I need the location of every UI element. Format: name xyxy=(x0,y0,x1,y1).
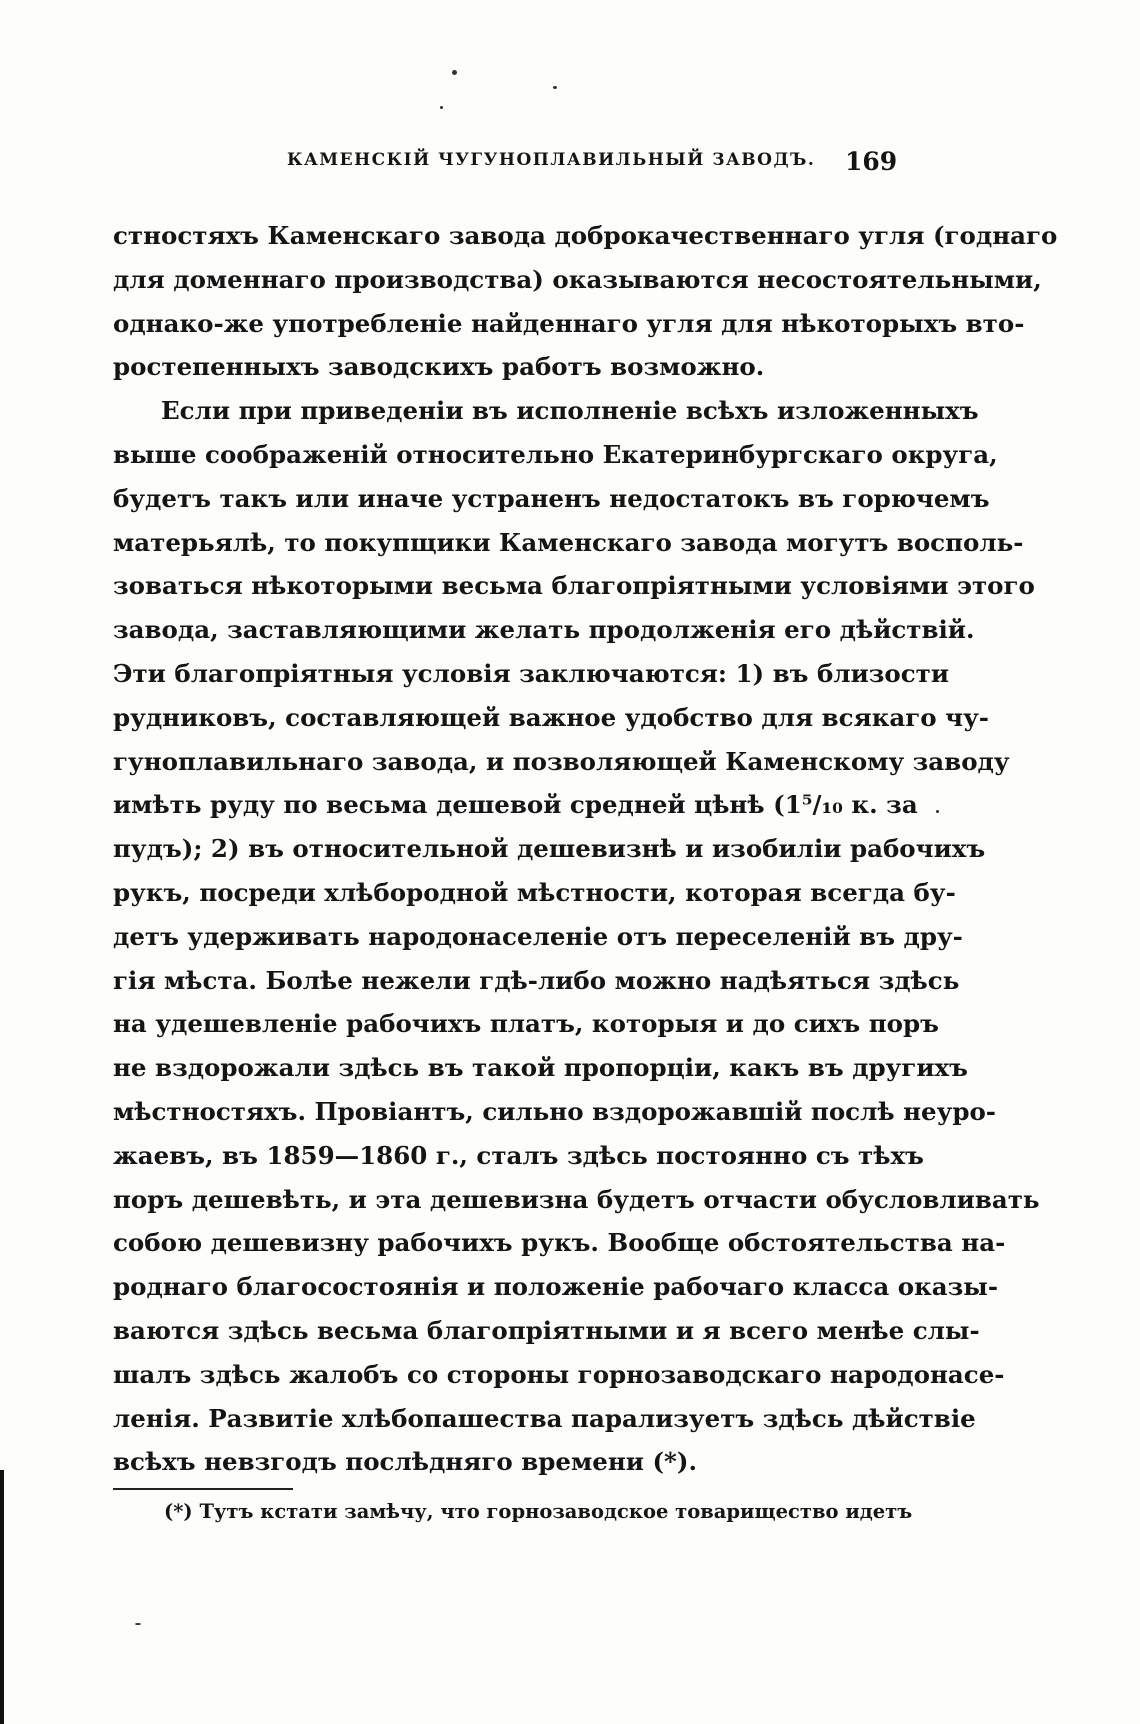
page-number: 169 xyxy=(845,147,898,176)
text-line: однако-же употребленіе найденнаго угля для нѣкоторыхъ вто- xyxy=(113,308,1025,338)
scan-edge-shadow xyxy=(0,1470,4,1724)
scan-speck xyxy=(553,86,557,89)
text-line: рукъ, посреди хлѣбородной мѣстности, которая всегда бу- xyxy=(113,877,956,907)
text-line: детъ удерживать народонаселеніе отъ переселеній въ дру- xyxy=(113,921,963,951)
scan-speck xyxy=(440,106,443,109)
text-line: зоваться нѣкоторыми весьма благопріятными условіями этого xyxy=(113,571,1035,601)
text-line: матерьялѣ, то покупщики Каменскаго завода могутъ восполь- xyxy=(113,527,1024,557)
text-line: Эти благопріятныя условія заключаются: 1) въ близости xyxy=(113,658,950,688)
text-line: пудъ); 2) въ относительной дешевизнѣ и изобиліи рабочихъ xyxy=(113,834,986,864)
scan-speck xyxy=(452,70,457,75)
body-text xyxy=(113,214,1058,1484)
running-title: КАМЕНСКІЙ ЧУГУНОПЛАВИЛЬНЫЙ ЗАВОДЪ. xyxy=(287,150,816,170)
text-line: выше соображеній относительно Екатеринбургскаго округа, xyxy=(113,439,998,469)
text-line: поръ дешевѣть, и эта дешевизна будетъ отчасти обусловливать xyxy=(113,1184,1040,1214)
text-line: собою дешевизну рабочихъ рукъ. Вообще обстоятельства на- xyxy=(113,1228,1006,1258)
scan-speck xyxy=(936,810,939,813)
text-line: рудниковъ, составляющей важное удобство для всякаго чу- xyxy=(113,702,989,732)
text-line: шалъ здѣсь жалобъ со стороны горнозаводскаго народонасе- xyxy=(113,1359,1005,1389)
text-line: будетъ такъ или иначе устраненъ недостатокъ въ горючемъ xyxy=(113,483,990,513)
text-line: имѣть руду по весьма дешевой средней цѣнѣ (1⁵/₁₀ к. за xyxy=(113,790,918,820)
text-line: ростепенныхъ заводскихъ работъ возможно. xyxy=(113,352,765,382)
text-line: всѣхъ невзгодъ послѣдняго времени (*). xyxy=(113,1447,697,1477)
scan-speck xyxy=(135,1623,141,1625)
text-line: Если при приведеніи въ исполненіе всѣхъ изложенныхъ xyxy=(161,396,979,426)
text-line: для доменнаго производства) оказываются несостоятельными, xyxy=(113,264,1042,294)
footnote: (*) Тутъ кстати замѣчу, что горнозаводское товарищество идетъ xyxy=(164,1500,913,1523)
text-line: мѣстностяхъ. Провіантъ, сильно вздорожавшій послѣ неуро- xyxy=(113,1096,996,1126)
text-line: не вздорожали здѣсь въ такой пропорціи, какъ въ другихъ xyxy=(113,1053,968,1083)
text-line: ваются здѣсь весьма благопріятными и я всего менѣе слы- xyxy=(113,1315,980,1345)
text-line: на удешевленіе рабочихъ платъ, которыя и до сихъ поръ xyxy=(113,1009,939,1039)
text-line: ленія. Развитіе хлѣбопашества парализуетъ здѣсь дѣйствіе xyxy=(113,1403,976,1433)
text-line: жаевъ, въ 1859—1860 г., сталъ здѣсь постоянно съ тѣхъ xyxy=(113,1140,924,1170)
text-line: гуноплавильнаго завода, и позволяющей Каменскому заводу xyxy=(113,746,1010,776)
text-line: роднаго благосостоянія и положеніе рабочаго класса оказы- xyxy=(113,1272,999,1302)
text-line: завода, заставляющими желать продолженія его дѣйствій. xyxy=(113,615,975,645)
text-line: стностяхъ Каменскаго завода доброкачественнаго угля (годнаго xyxy=(113,221,1058,250)
text-line: гія мѣста. Болѣе нежели гдѣ-либо можно надѣяться здѣсь xyxy=(113,965,960,995)
footnote-divider xyxy=(113,1488,293,1490)
